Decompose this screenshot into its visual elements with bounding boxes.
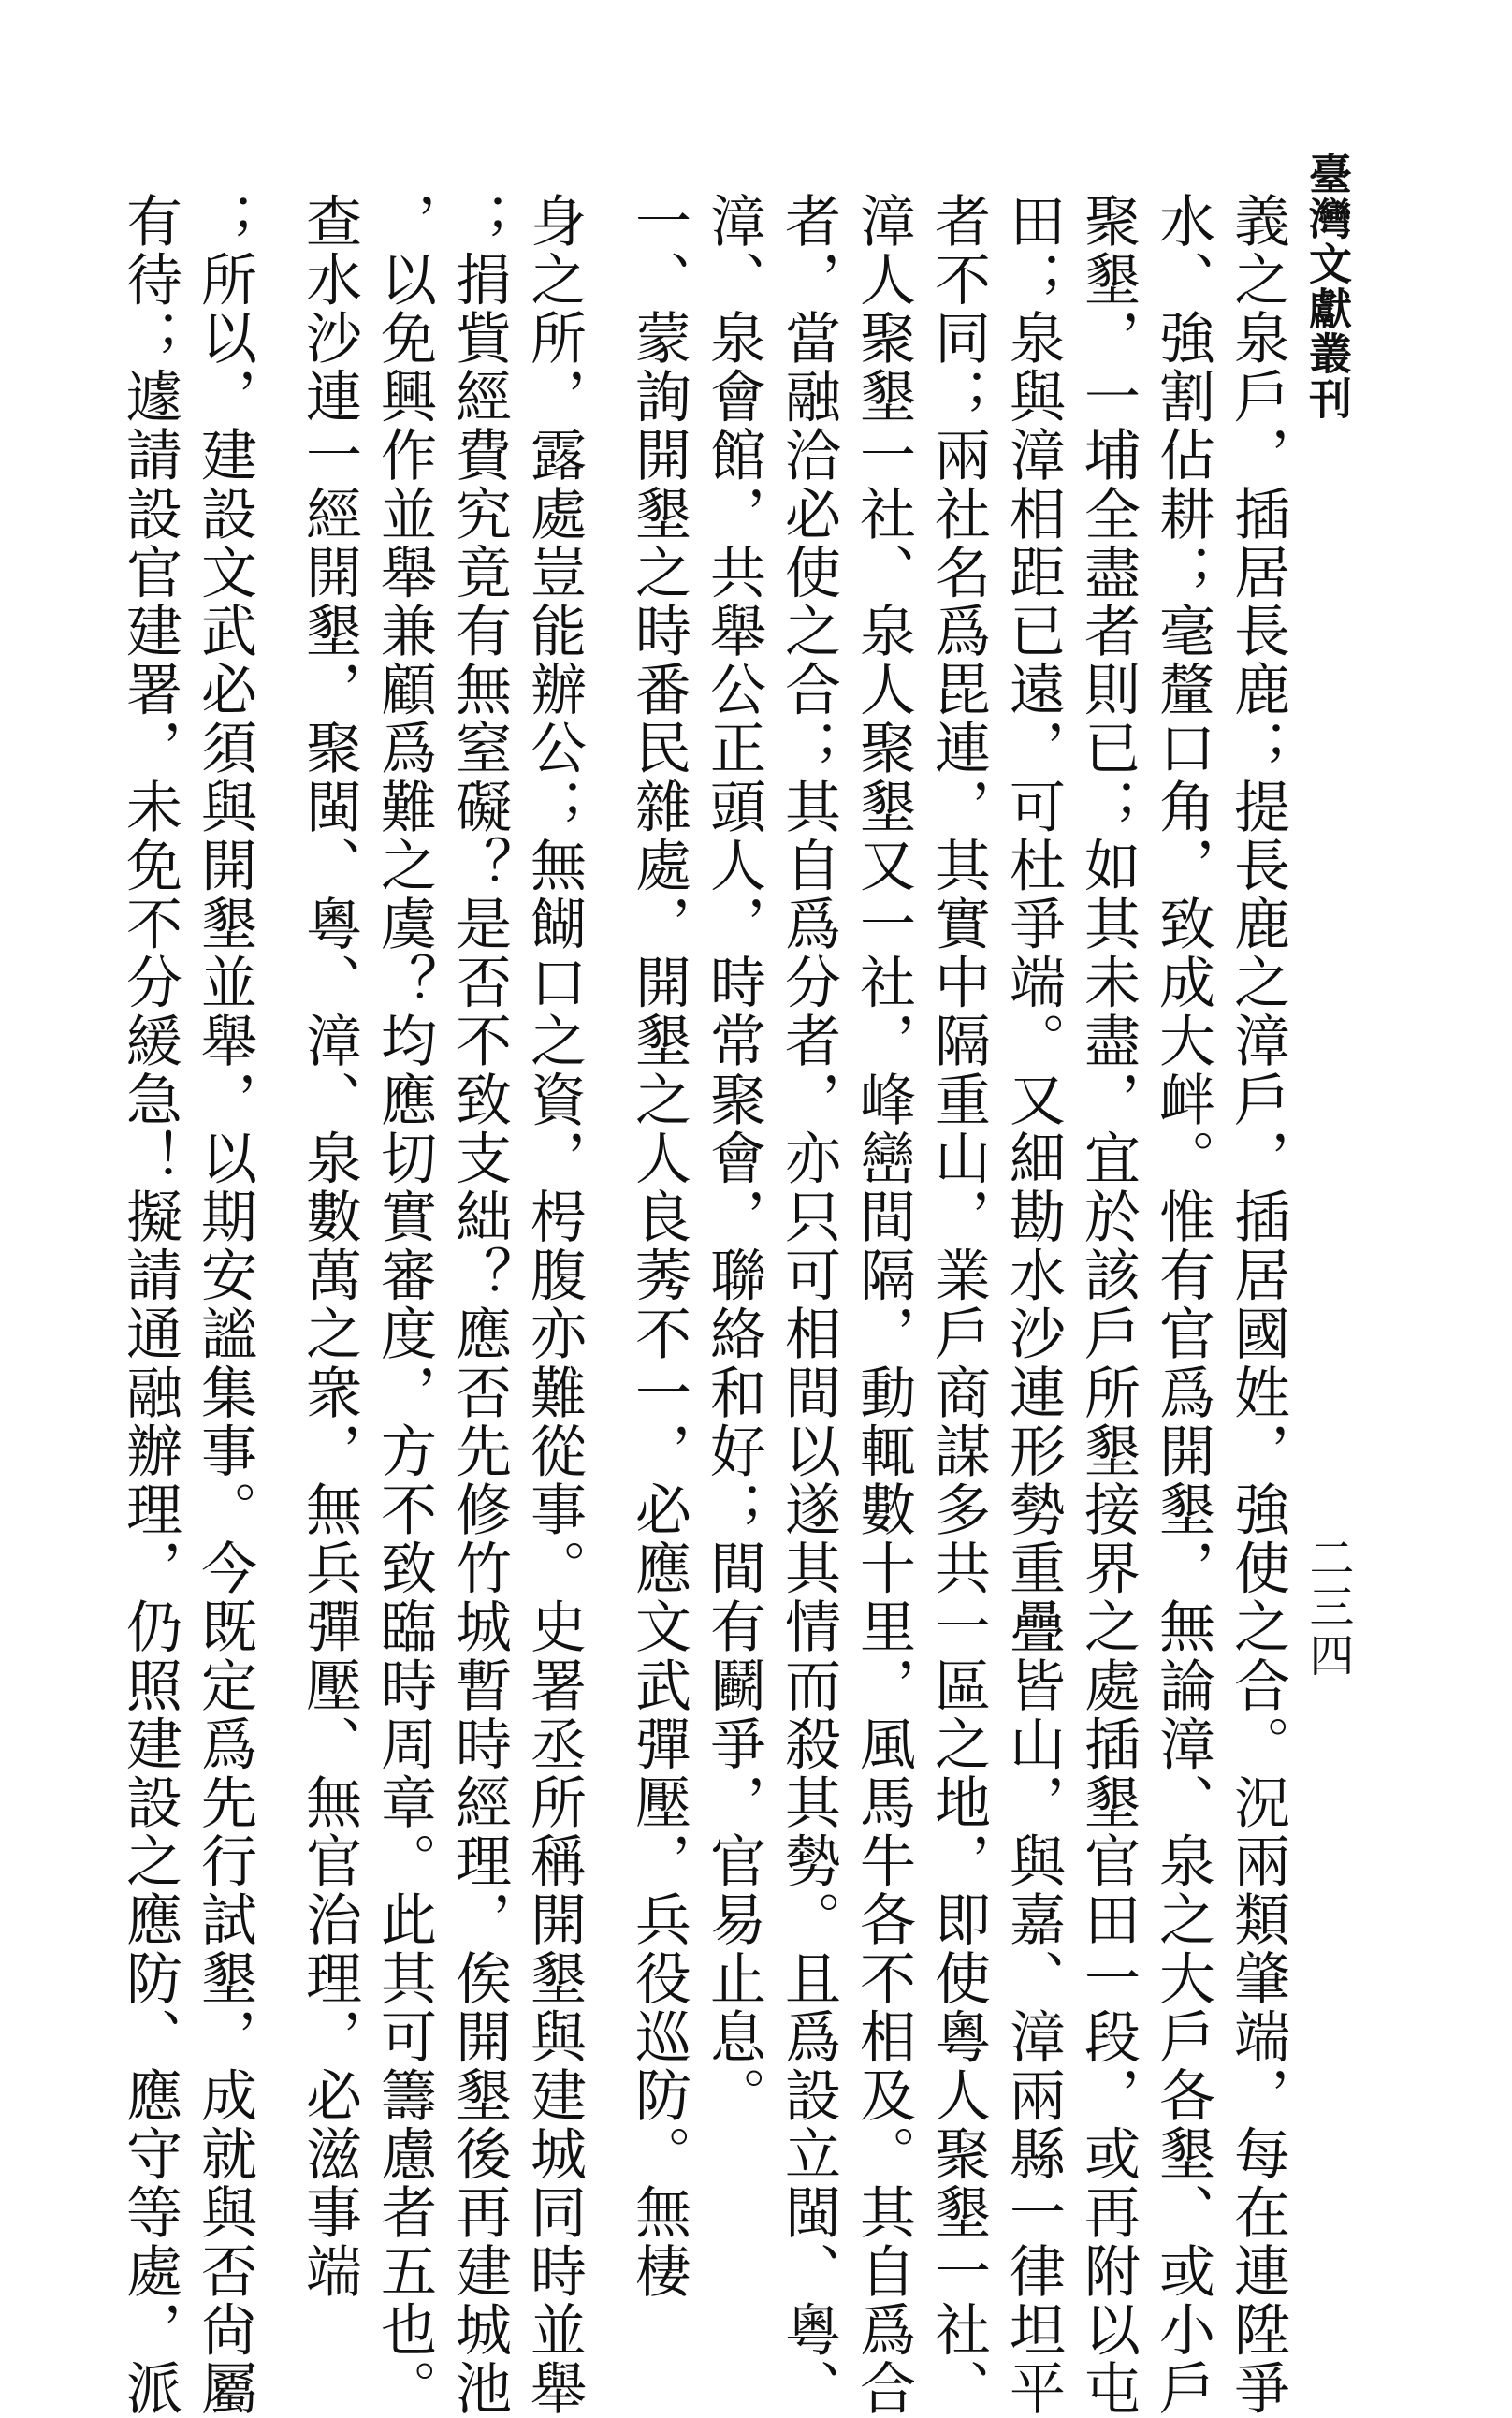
body-text	[79, 192, 1295, 2418]
text-line: ，以免興作並舉兼顧爲難之虞？均應切實審度，方不致臨時周章。此其可籌慮者五也。	[371, 192, 437, 2418]
page-number: 二三四	[1301, 1535, 1354, 1681]
text-line: 者，當融洽必使之合；其自爲分者，亦只可相間以遂其情而殺其勢。且爲設立閩、粵、	[776, 192, 841, 2418]
text-line: 田；泉與漳相距已遠，可杜爭端。又細勘水沙連形勢重疊皆山，與嘉、漳兩縣一律坦平	[1000, 192, 1066, 2418]
text-line: 查水沙連一經開墾，聚閩、粵、漳、泉數萬之衆，無兵彈壓、無官治理，必滋事端	[297, 192, 362, 2301]
text-line: 漳人聚墾一社、泉人聚墾又一社，峰巒間隔，動輒數十里，風馬牛各不相及。其自爲合	[850, 192, 916, 2418]
running-title: 臺灣文獻叢刊	[1302, 152, 1353, 421]
text-line: 者不同；兩社名爲毘連，其實中隔重山，業戶商謀多共一區之地，即使粵人聚墾一社、	[925, 192, 991, 2418]
text-line: 漳、泉會館，共舉公正頭人，時常聚會，聯絡和好；間有鬬爭，官易止息。	[701, 192, 766, 2125]
text-line: ；捐貲經費究竟有無窒礙？是否不致支絀？應否先修竹城暫時經理，俟開墾後再建城池	[446, 192, 512, 2418]
text-line: 身之所，露處豈能辦公；無餬口之資，枵腹亦難從事。史署丞所稱開墾與建城同時並舉	[521, 192, 587, 2418]
text-line: 聚墾，一埔全盡者則已；如其未盡，宜於該戶所墾接界之處插墾官田一段，或再附以屯	[1075, 192, 1141, 2418]
text-line: 一、蒙詢開墾之時番民雜處，開墾之人良莠不一，必應文武彈壓，兵役巡防。無棲	[626, 192, 691, 2301]
text-line: ；所以，建設文武必須與開墾並舉，以期安謐集事。今既定爲先行試墾，成就與否尙屬	[192, 192, 257, 2418]
text-line: 義之泉戶，插居長鹿；提長鹿之漳戶，插居國姓，強使之合。況兩類肇端，每在連陞爭	[1225, 192, 1290, 2418]
text-line: 水、強割佔耕；毫釐口角，致成大衅。惟有官爲開墾，無論漳、泉之大戶各墾、或小戶	[1150, 192, 1215, 2418]
text-line: 有待；遽請設官建署，未免不分緩急！擬請通融辦理，仍照建設之應防、應守等處，派	[117, 192, 182, 2418]
